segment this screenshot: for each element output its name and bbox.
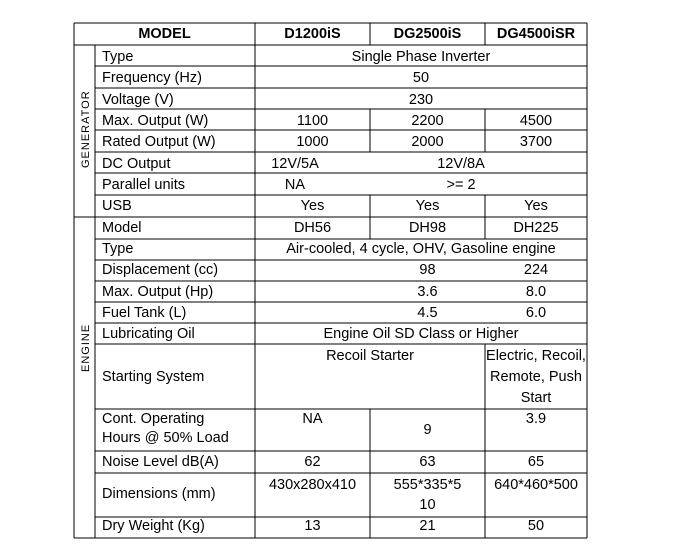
value-voltage: 230 — [408, 92, 434, 108]
row-label-lubricating-oil: Lubricating Oil — [102, 326, 195, 342]
row-label-fuel-tank: Fuel Tank (L) — [102, 305, 187, 321]
value-usb-dg4500: Yes — [524, 198, 548, 214]
value-max-output-hp-dg2500: 3.6 — [417, 284, 438, 300]
value-engine-model-dg4500: DH225 — [513, 220, 559, 236]
value-noise-dg2500: 63 — [419, 454, 436, 470]
value-dry-weight-dg2500: 21 — [419, 518, 436, 534]
value-engine-model-d1200: DH56 — [293, 220, 332, 236]
value-engine-type: Air-cooled, 4 cycle, OHV, Gasoline engine — [286, 241, 556, 257]
row-label-operating-hours-line1: Cont. Operating — [102, 411, 205, 427]
row-label-frequency: Frequency (Hz) — [102, 70, 202, 86]
row-label-usb: USB — [102, 198, 132, 214]
row-label-displacement: Displacement (cc) — [102, 262, 219, 278]
value-displacement-dg2500: 98 — [419, 262, 436, 278]
row-label-dry-weight: Dry Weight (Kg) — [102, 518, 205, 534]
value-parallel-others: >= 2 — [446, 177, 476, 193]
value-max-output-hp-dg4500: 8.0 — [525, 284, 547, 300]
header-dg2500is: DG2500iS — [393, 26, 462, 42]
value-starting-system-recoil: Recoil Starter — [326, 348, 414, 364]
row-label-operating-hours-line2: Hours @ 50% Load — [102, 430, 229, 446]
value-max-output-w-dg2500: 2200 — [411, 113, 444, 129]
row-label-max-output-hp: Max. Output (Hp) — [102, 284, 214, 300]
value-engine-model-dg2500: DH98 — [408, 220, 447, 236]
value-noise-dg4500: 65 — [527, 454, 545, 470]
value-starting-system-dg4500-line3: Start — [520, 390, 552, 406]
value-dimensions-dg2500-line2: 10 — [419, 497, 436, 513]
row-label-dc-output: DC Output — [102, 156, 171, 172]
value-starting-system-dg4500-line2: Remote, Push — [490, 369, 582, 385]
value-operating-hours-d1200: NA — [302, 411, 323, 427]
row-label-engine-model: Model — [102, 220, 142, 236]
value-starting-system-dg4500-line1: Electric, Recoil, — [486, 348, 586, 364]
row-label-dimensions: Dimensions (mm) — [102, 486, 216, 502]
value-dimensions-d1200: 430x280x410 — [268, 477, 357, 493]
value-dc-output-d1200: 12V/5A — [271, 156, 319, 172]
row-label-engine-type: Type — [102, 241, 134, 257]
value-noise-d1200: 62 — [304, 454, 321, 470]
value-displacement-dg4500: 224 — [523, 262, 549, 278]
value-dimensions-dg2500-line1: 555*335*5 — [393, 477, 462, 493]
value-dimensions-dg4500: 640*460*500 — [494, 477, 578, 493]
value-rated-output-dg4500: 3700 — [519, 134, 553, 150]
row-label-parallel-units: Parallel units — [102, 177, 186, 193]
value-fuel-tank-dg4500: 6.0 — [525, 305, 547, 321]
row-label-rated-output: Rated Output (W) — [102, 134, 216, 150]
value-usb-d1200: Yes — [300, 198, 325, 214]
value-lubricating-oil: Engine Oil SD Class or Higher — [323, 326, 519, 342]
value-fuel-tank-dg2500: 4.5 — [417, 305, 438, 321]
value-parallel-d1200: NA — [284, 177, 306, 193]
value-frequency: 50 — [412, 70, 430, 86]
header-dg4500isr: DG4500iSR — [496, 26, 576, 42]
value-dry-weight-dg4500: 50 — [527, 518, 545, 534]
section-label-engine: ENGINE — [80, 323, 92, 372]
value-max-output-w-d1200: 1100 — [296, 113, 329, 129]
value-usb-dg2500: Yes — [415, 198, 440, 214]
row-label-starting-system: Starting System — [102, 369, 205, 385]
value-type: Single Phase Inverter — [351, 49, 491, 65]
section-label-generator: GENERATOR — [80, 90, 92, 168]
row-label-noise-level: Noise Level dB(A) — [102, 454, 219, 470]
header-model: MODEL — [138, 26, 191, 42]
row-label-voltage: Voltage (V) — [102, 92, 174, 108]
value-dc-output-others: 12V/8A — [437, 156, 485, 172]
value-operating-hours-dg4500: 3.9 — [525, 411, 547, 427]
value-dry-weight-d1200: 13 — [304, 518, 321, 534]
row-label-type: Type — [102, 49, 134, 65]
row-label-max-output-w: Max. Output (W) — [102, 113, 209, 129]
value-max-output-w-dg4500: 4500 — [519, 113, 553, 129]
value-rated-output-d1200: 1000 — [296, 134, 329, 150]
value-operating-hours-dg2500: 9 — [423, 422, 432, 438]
header-d1200is: D1200iS — [284, 26, 341, 42]
value-rated-output-dg2500: 2000 — [411, 134, 444, 150]
